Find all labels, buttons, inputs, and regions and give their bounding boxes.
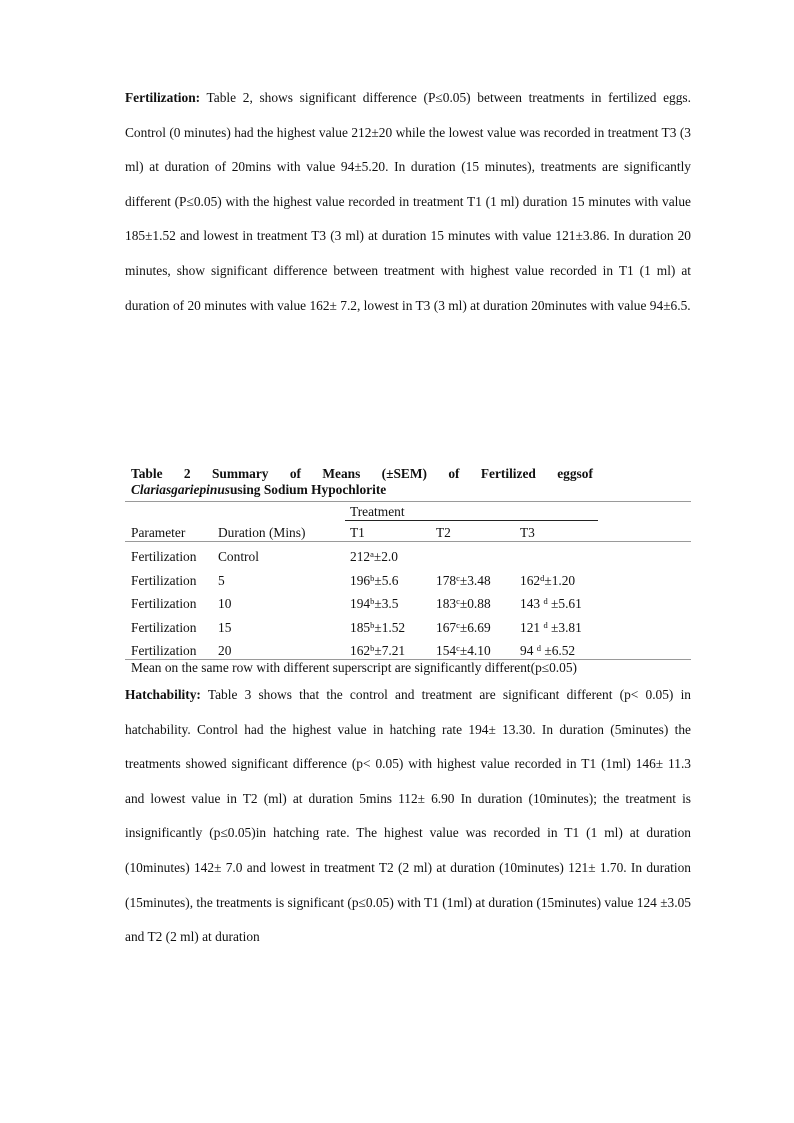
cell-mean: 212 xyxy=(350,549,371,564)
cell-sem: ±5.6 xyxy=(374,573,399,588)
hatchability-heading: Hatchability: xyxy=(125,687,201,702)
table-caption-line1 xyxy=(131,466,593,482)
table-header-rule xyxy=(125,541,691,542)
cell-t1 xyxy=(350,620,405,636)
cell-t3 xyxy=(520,573,575,589)
cell-t1 xyxy=(350,573,398,589)
caption-word: (±SEM) xyxy=(381,466,427,481)
cell-superscript: b xyxy=(370,573,375,583)
cell-t3 xyxy=(520,643,575,659)
cell-superscript: b xyxy=(370,596,375,606)
cell-t2 xyxy=(436,643,491,659)
cell-superscript: c xyxy=(456,573,460,583)
cell-sem: ±0.88 xyxy=(459,596,491,611)
cell-parameter: Fertilization xyxy=(131,573,197,588)
cell-t2 xyxy=(436,596,491,612)
cell-sem: ±3.5 xyxy=(374,596,399,611)
cell-t1 xyxy=(350,643,405,659)
cell-mean: 162 xyxy=(350,643,371,658)
cell-parameter: Fertilization xyxy=(131,549,197,564)
cell-parameter: Fertilization xyxy=(131,596,197,611)
cell-superscript: b xyxy=(370,643,375,653)
hatchability-text: Table 3 shows that the control and treatment are significant different (p< 0.05) in hatchability. Control had the highest value in hatching rate 194± 13.30. In duration (5minutes) the treatments showed significant difference (p< 0.05) with highest value recorded in T1 (1ml) 146± 11.3 and lowest value in T2 (ml) at duration 5mins 112± 6.90 In duration (10minutes); the treatment is insignificantly (p≤0.05)in hatching rate. The highest value was recorded in T1 (1 ml) at duration (10minutes) 142± 7.0 and lowest in treatment T2 (2 ml) at duration (10minutes) 121± 1.70. In duration (15minutes), the treatments is significant (p≤0.05) with T1 (1ml) at duration (15minutes) value 124 ±3.05 and T2 (2 ml) at duration xyxy=(125,687,691,945)
cell-t1 xyxy=(350,596,398,612)
cell-sem: ±4.10 xyxy=(459,643,491,658)
cell-t1 xyxy=(350,549,398,565)
hatchability-paragraph xyxy=(125,678,691,955)
cell-mean: 196 xyxy=(350,573,371,588)
header-t2: T2 xyxy=(436,525,451,540)
cell-superscript: d xyxy=(543,596,548,606)
cell-t3 xyxy=(520,596,582,612)
cell-mean: 178 xyxy=(436,573,457,588)
cell-duration: Control xyxy=(218,549,259,564)
cell-parameter: Fertilization xyxy=(131,620,197,635)
header-parameter: Parameter xyxy=(131,525,186,540)
header-t1: T1 xyxy=(350,525,365,540)
cell-mean: 183 xyxy=(436,596,457,611)
cell-superscript: a xyxy=(370,549,374,559)
cell-superscript: d xyxy=(540,573,545,583)
cell-mean: 185 xyxy=(350,620,371,635)
caption-word: Fertilized xyxy=(480,466,536,481)
cell-mean: 94 xyxy=(520,643,537,658)
cell-superscript: c xyxy=(456,596,460,606)
cell-superscript: d xyxy=(543,620,548,630)
cell-superscript: c xyxy=(456,643,460,653)
cell-mean: 167 xyxy=(436,620,457,635)
cell-t2 xyxy=(436,620,491,636)
cell-sem: ±1.20 xyxy=(544,573,576,588)
cell-mean: 194 xyxy=(350,596,371,611)
fertilization-text: Table 2, shows significant difference (P≤0.05) between treatments in fertilized eggs. Control (0 minutes) had the highest value 212±20 while the lowest value was recorded in treatment T3 (3 ml) at duration of 20mins with value 94±5.20. In duration (15 minutes), treatments are significantly different (P≤0.05) with the highest value recorded in treatment T1 (1 ml) duration 15 minutes with value 185±1.52 and lowest in treatment T3 (3 ml) at duration 15 minutes with value 121±3.86. In duration 20 minutes, show significant difference between treatment with highest value recorded in T1 (1 ml) at duration of 20 minutes with value 162± 7.2, lowest in T3 (3 ml) at duration 20minutes with value 94±6.5. xyxy=(125,90,691,313)
table-caption-line2 xyxy=(131,482,593,498)
cell-sem: ±3.48 xyxy=(459,573,491,588)
caption-word: of xyxy=(448,466,460,481)
caption-word: 2 xyxy=(183,466,191,481)
caption-word: Table xyxy=(131,466,163,481)
cell-parameter: Fertilization xyxy=(131,643,197,658)
cell-duration: 20 xyxy=(218,643,232,658)
caption-word: Means xyxy=(322,466,361,481)
cell-mean: 143 xyxy=(520,596,544,611)
cell-sem: ±5.61 xyxy=(547,596,582,611)
cell-t2 xyxy=(436,573,491,589)
caption-word: of xyxy=(289,466,301,481)
cell-duration: 10 xyxy=(218,596,232,611)
cell-duration: 15 xyxy=(218,620,232,635)
fertilization-heading: Fertilization: xyxy=(125,90,201,105)
cell-duration: 5 xyxy=(218,573,225,588)
fertilization-paragraph xyxy=(125,81,691,323)
table-top-rule xyxy=(125,501,691,502)
cell-mean: 154 xyxy=(436,643,457,658)
table-footnote: Mean on the same row with different superscript are significantly different(p≤0.05) xyxy=(131,660,578,675)
cell-superscript: d xyxy=(536,643,541,653)
treatment-span-rule xyxy=(345,520,598,521)
cell-sem: ±2.0 xyxy=(373,549,398,564)
cell-superscript: c xyxy=(456,620,460,630)
cell-superscript: b xyxy=(370,620,375,630)
table-caption xyxy=(131,466,593,498)
cell-t3 xyxy=(520,620,582,636)
caption-word: Summary xyxy=(211,466,269,481)
cell-sem: ±1.52 xyxy=(374,620,406,635)
caption-tail: using Sodium Hypochlorite xyxy=(229,482,387,497)
cell-sem: ±3.81 xyxy=(547,620,582,635)
caption-word: eggsof xyxy=(557,466,593,481)
header-duration: Duration (Mins) xyxy=(218,525,306,540)
cell-mean: 121 xyxy=(520,620,544,635)
cell-sem: ±6.52 xyxy=(541,643,576,658)
cell-mean: 162 xyxy=(520,573,541,588)
caption-species: Clariasgariepinus xyxy=(131,482,230,497)
cell-sem: ±6.69 xyxy=(459,620,491,635)
header-t3: T3 xyxy=(520,525,535,540)
treatment-span-header: Treatment xyxy=(350,504,405,519)
cell-sem: ±7.21 xyxy=(374,643,406,658)
